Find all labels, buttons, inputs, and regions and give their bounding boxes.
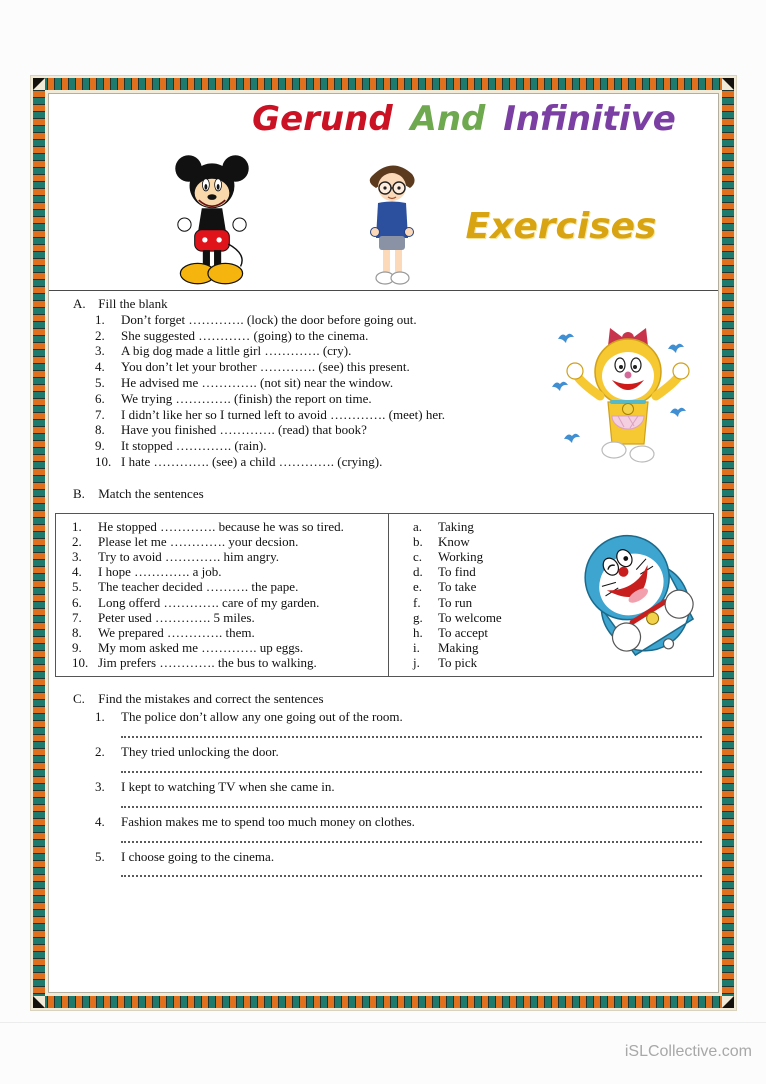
item-text: I hate …………. (see) a child …………. (crying).: [121, 453, 383, 469]
item-number: 3.: [95, 343, 105, 359]
item-number: 10.: [72, 655, 89, 671]
item-number: 5.: [95, 848, 105, 864]
item-text: The teacher decided ………. the pape.: [98, 579, 299, 595]
page-bottom-edge: [0, 1022, 766, 1023]
option-text: Making: [438, 640, 479, 656]
match-options-column: [388, 514, 713, 676]
item-text: We prepared …………. them.: [98, 624, 255, 640]
item-number: 4.: [72, 564, 82, 580]
item-text: The police don’t allow any one going out of the room.: [121, 709, 403, 725]
item-text: Peter used …………. 5 miles.: [98, 609, 255, 625]
fill-blank-item: [95, 407, 718, 423]
mickey-mouse-image: [161, 152, 263, 288]
fill-blank-item: [95, 312, 718, 328]
option-letter: f.: [413, 594, 421, 610]
mistake-item: [95, 849, 718, 865]
item-number: 1.: [95, 311, 105, 327]
item-text: He stopped …………. because he was so tired.: [98, 518, 344, 534]
match-sentence-item: [72, 579, 388, 594]
item-number: 9.: [72, 640, 82, 656]
fill-blank-item: [95, 359, 718, 375]
islcollective-watermark: iSLCollective.com: [624, 1043, 752, 1060]
section-a-title: Fill the blank: [98, 296, 168, 311]
item-text: I hope …………. a job.: [98, 564, 222, 580]
item-number: 2.: [95, 744, 105, 760]
match-sentence-item: [72, 534, 388, 549]
item-number: 4.: [95, 359, 105, 375]
section-b-heading: [73, 486, 718, 502]
option-text: Know: [438, 533, 470, 549]
option-text: To accept: [438, 624, 488, 640]
answer-line: [121, 729, 702, 738]
match-sentence-item: [72, 655, 388, 670]
match-sentence-item: [72, 519, 388, 534]
option-letter: c.: [413, 548, 423, 564]
match-table: [55, 513, 714, 677]
title-word-gerund: Gerund: [252, 99, 393, 139]
item-text: You don’t let your brother …………. (see) this present.: [121, 359, 410, 375]
item-number: 1.: [72, 518, 82, 534]
match-sentence-item: [72, 640, 388, 655]
item-number: 6.: [72, 594, 82, 610]
option-text: To pick: [438, 655, 478, 671]
item-number: 2.: [95, 327, 105, 343]
item-text: Long offerd …………. care of my garden.: [98, 594, 320, 610]
fill-blank-item: [95, 343, 718, 359]
page-title: [234, 99, 694, 139]
answer-line: [121, 868, 702, 877]
answer-line: [121, 799, 702, 808]
item-text: Fashion makes me to spend too much money on clothes.: [121, 813, 415, 829]
option-letter: b.: [413, 533, 423, 549]
item-text: Have you finished …………. (read) that book?: [121, 422, 367, 438]
fill-blank-item: [95, 438, 718, 454]
option-letter: j.: [413, 655, 420, 671]
mistake-item: [95, 814, 718, 830]
match-sentences-column: [56, 514, 388, 676]
item-number: 2.: [72, 533, 82, 549]
decorative-border-bottom: [33, 996, 734, 1008]
option-text: To run: [438, 594, 473, 610]
item-text: She suggested ………… (going) to the cinema.: [121, 327, 369, 343]
option-letter: d.: [413, 564, 423, 580]
section-c-title: Find the mistakes and correct the sentences: [98, 690, 324, 706]
border-corner-bottom-left: [33, 996, 45, 1008]
border-corner-bottom-right: [722, 996, 734, 1008]
item-number: 8.: [95, 422, 105, 438]
item-number: 10.: [95, 453, 112, 469]
item-text: I choose going to the cinema.: [121, 848, 275, 864]
item-number: 9.: [95, 438, 105, 454]
item-text: We trying …………. (finish) the report on time.: [121, 390, 372, 406]
item-number: 4.: [95, 813, 105, 829]
fill-blank-item: [95, 391, 718, 407]
mistake-item: [95, 709, 718, 725]
match-sentence-item: [72, 625, 388, 640]
item-number: 5.: [95, 374, 105, 390]
section-c-items: [49, 709, 718, 877]
worksheet-content: [48, 93, 719, 993]
decorative-border-top: [33, 78, 734, 90]
item-text: Don’t forget …………. (lock) the door before going out.: [121, 311, 417, 327]
section-a-heading: [73, 296, 718, 312]
answer-line: [121, 764, 702, 773]
sections: [49, 291, 718, 992]
option-text: Working: [438, 548, 484, 564]
title-word-and: And: [410, 99, 486, 139]
item-number: 8.: [72, 624, 82, 640]
item-text: They tried unlocking the door.: [121, 744, 279, 760]
option-letter: i.: [413, 640, 420, 656]
option-text: Taking: [438, 518, 474, 534]
item-text: I didn’t like her so I turned left to avoid …………. (meet) her.: [121, 406, 445, 422]
item-text: Jim prefers …………. the bus to walking.: [98, 655, 317, 671]
section-c-heading: [73, 691, 718, 707]
item-text: A big dog made a little girl …………. (cry).: [121, 343, 352, 359]
match-sentence-item: [72, 610, 388, 625]
fill-blank-item: [95, 375, 718, 391]
item-number: 7.: [95, 406, 105, 422]
option-letter: e.: [413, 579, 423, 595]
item-text: It stopped …………. (rain).: [121, 438, 267, 454]
title-word-infinitive: Infinitive: [503, 99, 676, 139]
option-letter: g.: [413, 609, 423, 625]
option-letter: h.: [413, 624, 423, 640]
border-corner-top-left: [33, 78, 45, 90]
section-b-title: Match the sentences: [98, 485, 204, 501]
doraemon-image: [559, 518, 711, 670]
match-sentence-item: [72, 564, 388, 579]
option-text: To welcome: [438, 609, 502, 625]
section-b-label: B.: [73, 485, 85, 501]
detective-conan-image: [352, 156, 432, 288]
item-number: 6.: [95, 390, 105, 406]
option-letter: a.: [413, 518, 423, 534]
item-text: Please let me …………. your decsion.: [98, 533, 299, 549]
mistake-item: [95, 744, 718, 760]
section-a-label: A.: [73, 296, 86, 311]
match-sentence-item: [72, 549, 388, 564]
item-text: He advised me …………. (not sit) near the window.: [121, 374, 394, 390]
option-text: To take: [438, 579, 477, 595]
item-number: 3.: [72, 548, 82, 564]
worksheet-page: [30, 75, 737, 1011]
decorative-border-right: [722, 78, 734, 1008]
item-number: 5.: [72, 579, 82, 595]
subtitle-exercises: Exercises: [465, 206, 657, 247]
fill-blank-item: [95, 422, 718, 438]
border-corner-top-right: [722, 78, 734, 90]
decorative-border-left: [33, 78, 45, 1008]
mistake-item: [95, 779, 718, 795]
fill-blank-item: [95, 328, 718, 344]
item-number: 1.: [95, 709, 105, 725]
section-a-items: [49, 312, 718, 470]
item-text: I kept to watching TV when she came in.: [121, 778, 335, 794]
fill-blank-item: [95, 454, 718, 470]
item-text: Try to avoid …………. him angry.: [98, 548, 280, 564]
answer-line: [121, 834, 702, 843]
item-text: My mom asked me …………. up eggs.: [98, 640, 304, 656]
item-number: 7.: [72, 609, 82, 625]
section-c-label: C.: [73, 690, 85, 706]
item-number: 3.: [95, 778, 105, 794]
match-sentence-item: [72, 595, 388, 610]
option-text: To find: [438, 564, 476, 580]
